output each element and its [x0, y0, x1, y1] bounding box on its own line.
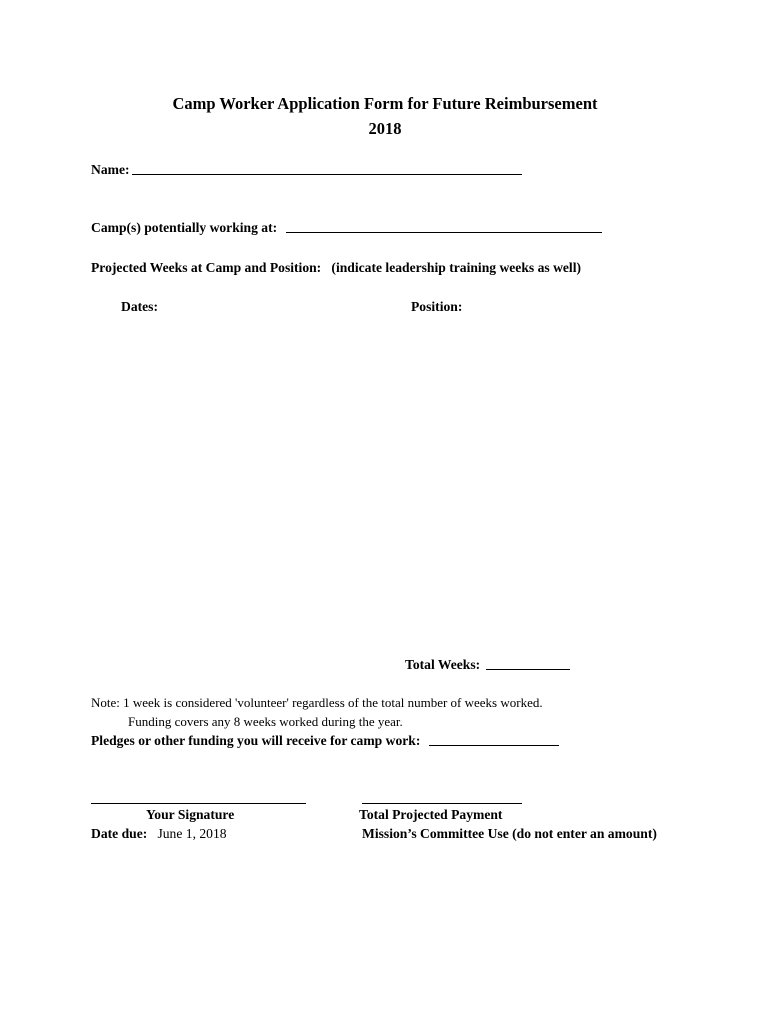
committee-use-label: Mission’s Committee Use (do not enter an amount) — [362, 826, 657, 841]
form-year: 2018 — [368, 119, 402, 138]
name-field[interactable] — [132, 173, 522, 175]
camps-label: Camp(s) potentially working at: — [91, 220, 278, 235]
pledges-label: Pledges or other funding you will receive for camp work: — [91, 733, 421, 748]
position-label: Position: — [411, 299, 463, 314]
total-weeks-field[interactable] — [486, 668, 570, 670]
total-weeks-label: Total Weeks: — [405, 657, 481, 672]
name-label: Name: — [91, 162, 130, 177]
projected-note: (indicate leadership training weeks as well) — [331, 260, 582, 275]
projected-row — [91, 260, 581, 276]
projected-label: Projected Weeks at Camp and Position: — [91, 260, 322, 275]
pledges-field[interactable] — [429, 744, 559, 746]
pledges-row — [91, 733, 559, 749]
name-row — [91, 162, 522, 178]
form-title: Camp Worker Application Form for Future Reimbursement — [172, 94, 598, 113]
date-due-value: June 1, 2018 — [157, 826, 227, 841]
camps-field[interactable] — [286, 231, 602, 233]
date-due-row — [91, 826, 227, 842]
total-payment-line[interactable] — [362, 803, 522, 804]
signature-label: Your Signature — [146, 807, 235, 822]
total-weeks-row — [405, 657, 570, 673]
total-payment-label: Total Projected Payment — [359, 807, 503, 822]
dates-label: Dates: — [121, 299, 158, 314]
weeks-entry-area[interactable] — [91, 320, 671, 650]
note-line-1: Note: 1 week is considered 'volunteer' regardless of the total number of weeks worked. — [91, 695, 543, 710]
camps-row — [91, 220, 602, 236]
signature-line[interactable] — [91, 803, 306, 804]
note-line-2: Funding covers any 8 weeks worked during the year. — [128, 714, 403, 729]
date-due-label: Date due: — [91, 826, 148, 841]
